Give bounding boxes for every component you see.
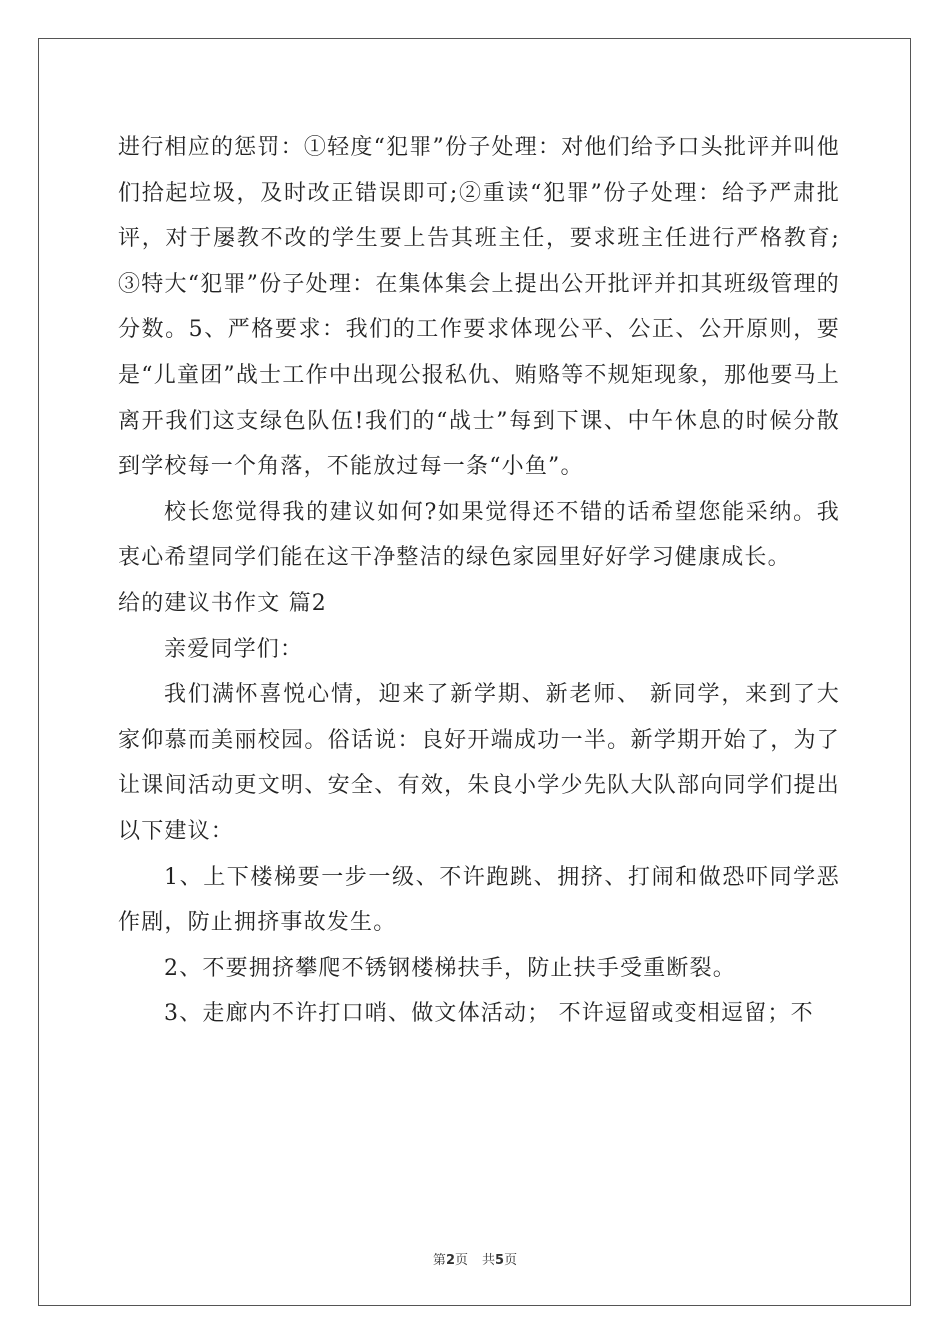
total-suffix: 页 (504, 1253, 518, 1268)
paragraph-2: 校长您觉得我的建议如何?如果觉得还不错的话希望您能采纳。我衷心希望同学们能在这干净整洁的绿色家园里好好学习健康成长。 (118, 499, 840, 571)
paragraph-intro: 我们满怀喜悦心情，迎来了新学期、新老师、 新同学，来到了大家仰慕而美丽校园。俗话说：良好开端成功一半。新学期开始了，为了让课间活动更文明、安全、有效，朱良小学少先队大队部向同学们提出以下建议： (118, 682, 840, 844)
page-suffix: 页 (454, 1253, 468, 1268)
suggestion-2: 2、不要拥挤攀爬不锈钢楼梯扶手，防止扶手受重断裂。 (164, 955, 736, 981)
total-pages: 5 (495, 1253, 505, 1268)
page-prefix: 第 (432, 1253, 446, 1268)
document-body (118, 125, 840, 1037)
suggestion-1: 1、上下楼梯要一步一级、不许跑跳、拥挤、打闹和做恐吓同学恶作剧，防止拥挤事故发生。 (118, 864, 840, 936)
suggestion-3: 3、走廊内不许打口哨、做文体活动； 不许逗留或变相逗留；不 (164, 1001, 814, 1027)
paragraph-1: 进行相应的惩罚：①轻度“犯罪”份子处理：对他们给予口头批评并叫他们拾起垃圾，及时改正错误即可;②重读“犯罪”份子处理：给予严肃批评，对于屡教不改的学生要上告其班主任，要求班主任进行严格教育;③特大“犯罪”份子处理：在集体集会上提出公开批评并扣其班级管理的分数。5、严格要求：我们的工作要求体现公平、公正、公开原则，要是“儿童团”战士工作中出现公报私仇、贿赂等不规矩现象，那他要马上离开我们这支绿色队伍!我们的“战士”每到下课、中午休息的时候分散到学校每一个角落，不能放过每一条“小鱼”。 (118, 135, 840, 480)
section-heading: 给的建议书作文 篇2 (118, 590, 327, 616)
salutation: 亲爱同学们： (164, 636, 304, 662)
page-footer (0, 1249, 950, 1268)
page-number: 2 (445, 1253, 455, 1268)
total-prefix: 共 (482, 1253, 496, 1268)
